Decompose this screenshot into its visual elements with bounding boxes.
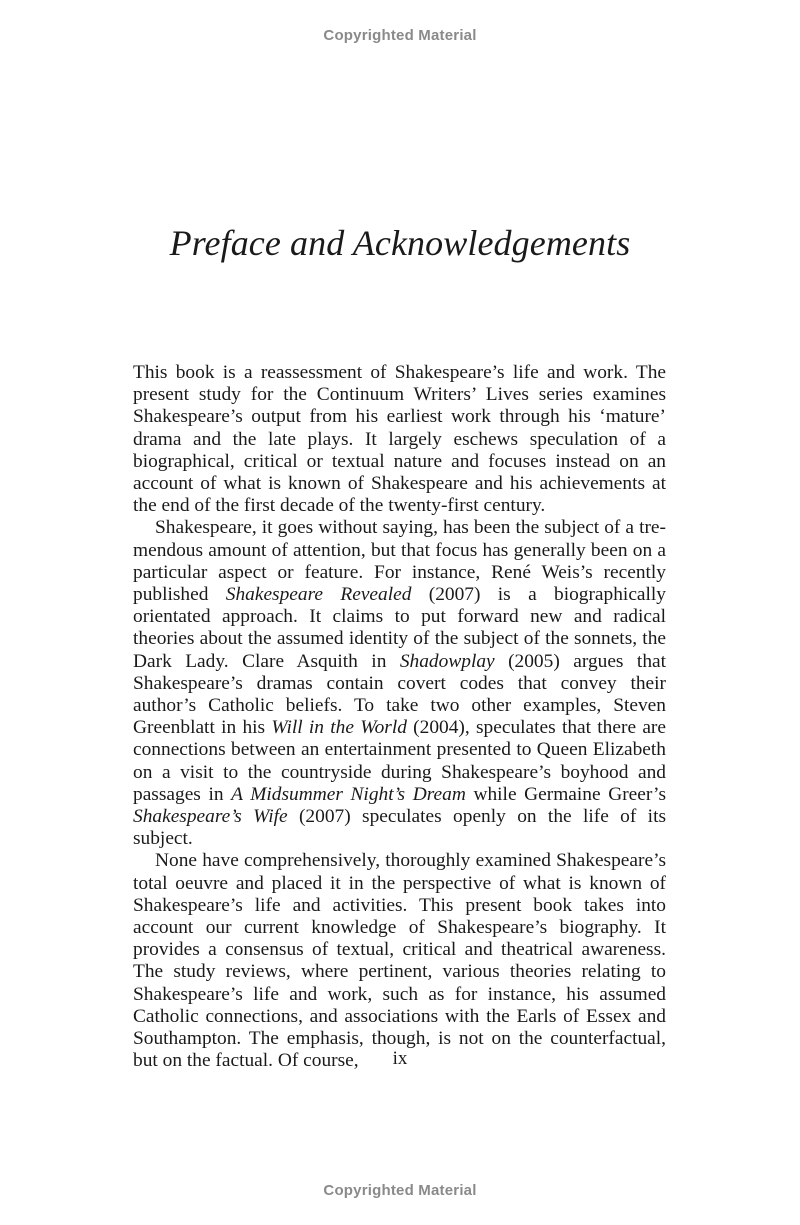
book-title-shadowplay: Shadowplay (399, 650, 495, 672)
paragraph-2-text-2: (2007) is a biographically orientated approach. It claims to put forward new and radical theories about the assumed identity of the subject of the sonnets, the Dark Lady. Clare Asquith in (133, 584, 667, 672)
paragraph-2-text-4: (2004), speculates that there are connections between an entertainment presented to Queen Elizabeth on a visit to the countryside during Shakespeare’s boyhood and passages in (133, 717, 666, 805)
paragraph-1: This book is a reassessment of Shakespeare’s life and work. The present study for the Continuum Writers’ Lives series examines Shakespeare’s output from his earliest work through his ‘mature’ drama and the late plays. It largely eschews speculation of a biographical, critical or textual nature and focuses instead on an account of what is known of Shakespeare and his achievements at the end of the first decade of the twenty-first century. (133, 362, 666, 517)
page-title: Preface and Acknowledgements (169, 223, 631, 263)
copyright-watermark-bottom: Copyrighted Material (323, 1182, 477, 1199)
book-title-will-in-the-world: Will in the World (271, 717, 407, 739)
body-text (133, 362, 666, 1073)
paragraph-3: None have comprehensively, thoroughly examined Shakespeare’s total oeuvre and placed it in the perspective of what is known of Shakespeare’s life and activities. This present book takes into account our current knowledge of Shakespeare’s biography. It provides a consensus of textual, critical and theatrical awareness. The study reviews, where pertinent, various theories relating to Shakespeare’s life and work, such as for instance, his assumed Catholic connections, and associations with the Earls of Essex and Southampton. The emphasis, though, is not on the counterfactual, but on the factual. Of course, (133, 850, 666, 1072)
paragraph-2 (133, 517, 666, 850)
book-title-shakespeares-wife: Shakespeare’s Wife (133, 806, 288, 828)
play-title-midsummer: A Midsummer Night’s Dream (231, 783, 466, 805)
paragraph-2-text-1: Shakespeare, it goes without saying, has been the subject of a tremendous amount of attention, but that focus has generally been on a particular aspect or feature. For instance, René Weis’s recently published (133, 517, 666, 606)
paragraph-2-text-6: (2007) speculates openly on the life of its subject. (133, 806, 667, 850)
paragraph-2-text-3: (2005) argues that Shakespeare’s dramas contain covert codes that convey their author’s Catholic beliefs. To take two other examples, Steven Greenblatt in his (133, 650, 667, 739)
paragraph-2-text-5: while Germaine Greer’s (465, 783, 666, 805)
page-number: ix (392, 1048, 408, 1069)
copyright-watermark-top: Copyrighted Material (323, 27, 477, 44)
book-title-shakespeare-revealed: Shakespeare Revealed (225, 584, 412, 606)
